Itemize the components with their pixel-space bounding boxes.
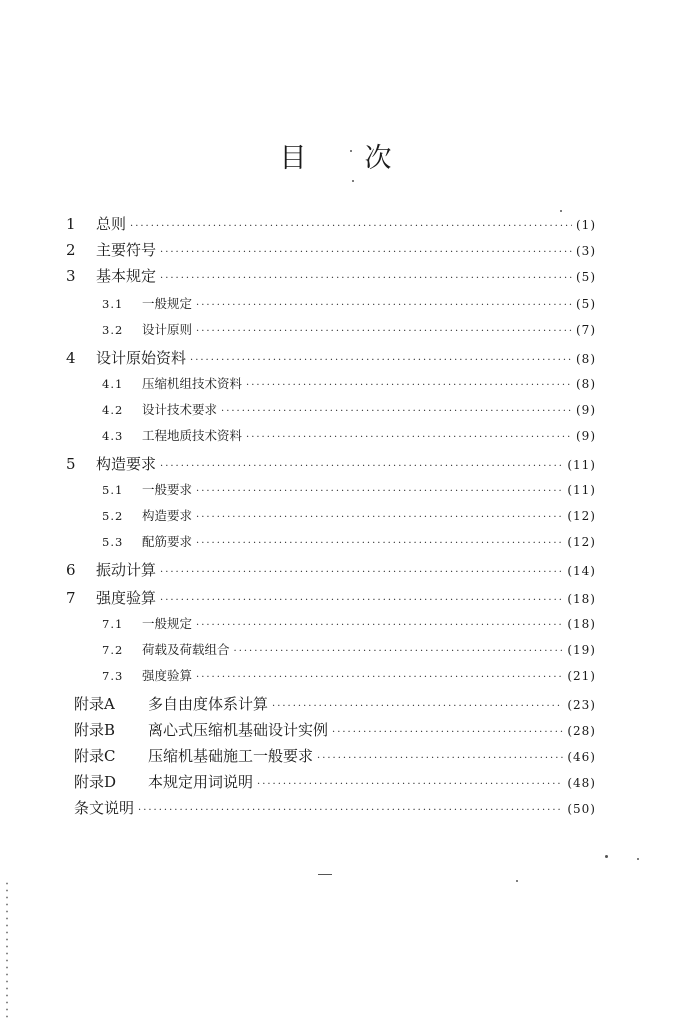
toc-entry-label: 配筋要求 [142, 534, 193, 549]
toc-entry-number: 7 [66, 589, 76, 607]
toc-entry-label: 本规定用词说明 [148, 773, 254, 791]
toc-entry [66, 612, 596, 636]
toc-entry-label: 荷载及荷载组合 [142, 642, 230, 657]
dot-leader [196, 506, 563, 530]
dot-leader [317, 747, 563, 771]
toc-entry [66, 372, 596, 396]
toc-entry [66, 796, 596, 820]
scan-speck [605, 855, 608, 858]
toc-entry-page: (50) [567, 802, 596, 816]
toc-entry-label: 强度验算 [96, 589, 157, 607]
dot-leader [272, 695, 563, 719]
toc-entry-number: 1 [66, 215, 76, 233]
toc-entry-label: 强度验算 [142, 668, 193, 683]
toc-entry-label: 压缩机基础施工一般要求 [148, 747, 314, 765]
toc-entry-page: (18) [567, 592, 596, 606]
toc-entry-number: 5.3 [102, 535, 124, 549]
toc-entry-page: (5) [576, 297, 596, 311]
toc-entry-label: 振动计算 [96, 561, 157, 579]
toc-entry [66, 238, 596, 262]
toc-entry-page: (3) [576, 244, 596, 258]
toc-entry [66, 744, 596, 768]
dot-leader [196, 614, 563, 638]
dot-leader [196, 666, 563, 690]
dot-leader [130, 215, 572, 239]
toc-entry-page: (14) [567, 564, 596, 578]
toc-entry-number: 3 [66, 267, 76, 285]
toc-entry-page: (46) [567, 750, 596, 764]
toc-entry-number: 4.1 [102, 377, 124, 391]
toc-entry [66, 770, 596, 794]
scan-margin-marks [6, 880, 8, 1020]
dot-leader [246, 374, 572, 398]
dot-leader [332, 721, 563, 745]
toc-entry-page: (21) [567, 669, 596, 683]
toc-entry-number: 附录C [74, 747, 116, 765]
toc-entry-page: (28) [567, 724, 596, 738]
toc-entry-page: (12) [567, 509, 596, 523]
toc-entry-page: (11) [567, 483, 596, 497]
toc-entry [66, 478, 596, 502]
toc-entry-number: 5 [66, 455, 76, 473]
toc-entry [66, 264, 596, 288]
toc-entry-page: (11) [567, 458, 596, 472]
scan-speck [350, 150, 352, 152]
toc-entry [66, 530, 596, 554]
scan-speck [637, 858, 639, 860]
toc-entry [66, 638, 596, 662]
toc-entry-page: (8) [576, 352, 596, 366]
toc-entry [66, 318, 596, 342]
dot-leader [190, 349, 572, 373]
toc-entry-page: (9) [576, 403, 596, 417]
toc-entry-number: 4.3 [102, 429, 124, 443]
title-char-1: 目 [279, 143, 309, 174]
dot-leader [138, 799, 563, 823]
toc-entry-label: 离心式压缩机基础设计实例 [148, 721, 329, 739]
toc-entry [66, 212, 596, 236]
toc-entry-label: 基本规定 [96, 267, 157, 285]
toc-entry-label: 条文说明 [74, 799, 135, 817]
toc-entry [66, 586, 596, 610]
toc-entry-label: 总则 [96, 215, 127, 233]
toc-entry-label: 构造要求 [96, 455, 157, 473]
dot-leader [160, 267, 572, 291]
toc-entry [66, 558, 596, 582]
dot-leader [221, 400, 572, 424]
toc-entry-label: 设计原始资料 [96, 349, 187, 367]
toc-entry-number: 附录D [74, 773, 117, 791]
scan-speck [516, 880, 518, 882]
toc-entry [66, 424, 596, 448]
toc-entry-page: (5) [576, 270, 596, 284]
toc-entry-page: (48) [567, 776, 596, 790]
toc-entry-number: 7.2 [102, 643, 124, 657]
toc-entry-number: 5.1 [102, 483, 124, 497]
toc-entry [66, 398, 596, 422]
dot-leader [257, 773, 563, 797]
toc-entry [66, 692, 596, 716]
toc-entry-number: 3.2 [102, 323, 124, 337]
toc-entry-label: 一般规定 [142, 296, 193, 311]
toc-entry-number: 附录B [74, 721, 116, 739]
toc-entry-page: (7) [576, 323, 596, 337]
scan-speck [352, 180, 354, 182]
toc-entry-label: 工程地质技术资料 [142, 428, 243, 443]
toc-entry-page: (19) [567, 643, 596, 657]
toc-entry [66, 346, 596, 370]
toc-entry [66, 504, 596, 528]
toc-entry-page: (12) [567, 535, 596, 549]
toc-entry-number: 2 [66, 241, 76, 259]
page-title [0, 136, 673, 175]
toc-entry-label: 压缩机组技术资料 [142, 376, 243, 391]
toc-entry [66, 664, 596, 688]
dot-leader [160, 455, 563, 479]
dot-leader [160, 241, 572, 265]
toc-entry-number: 7.1 [102, 617, 124, 631]
toc-entry-number: 4 [66, 349, 76, 367]
title-char-2: 次 [364, 143, 394, 174]
toc-entry-page: (23) [567, 698, 596, 712]
toc-entry-number: 7.3 [102, 669, 124, 683]
dot-leader [160, 589, 563, 613]
dot-leader [196, 480, 563, 504]
dot-leader [246, 426, 572, 450]
toc-entry-label: 多自由度体系计算 [148, 695, 269, 713]
toc-entry-label: 一般规定 [142, 616, 193, 631]
toc-entry-page: (1) [576, 218, 596, 232]
scan-speck [318, 874, 332, 875]
scan-speck [560, 210, 562, 212]
toc-entry-number: 附录A [74, 695, 115, 713]
toc-entry-label: 构造要求 [142, 508, 193, 523]
toc-entry-page: (18) [567, 617, 596, 631]
toc-entry [66, 718, 596, 742]
toc-entry-label: 主要符号 [96, 241, 157, 259]
dot-leader [160, 561, 563, 585]
dot-leader [196, 294, 572, 318]
toc-entry-number: 3.1 [102, 297, 124, 311]
dot-leader [196, 320, 572, 344]
toc-entry-page: (9) [576, 429, 596, 443]
toc-entry-label: 设计原则 [142, 322, 193, 337]
toc-entry-number: 5.2 [102, 509, 124, 523]
dot-leader [196, 532, 563, 556]
dot-leader [234, 640, 564, 664]
toc-entry-page: (8) [576, 377, 596, 391]
toc-entry-number: 6 [66, 561, 76, 579]
toc-entry [66, 452, 596, 476]
toc-entry-label: 设计技术要求 [142, 402, 218, 417]
toc-entry-number: 4.2 [102, 403, 124, 417]
toc-entry [66, 292, 596, 316]
toc-entry-label: 一般要求 [142, 482, 193, 497]
